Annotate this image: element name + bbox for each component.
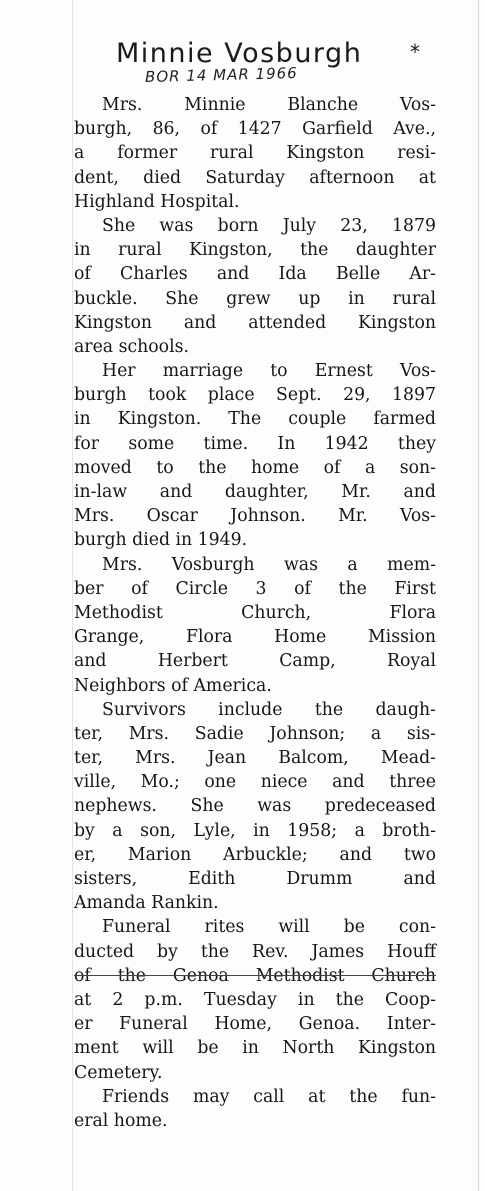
- article-line: ber of Circle 3 of the First: [74, 578, 436, 599]
- article-line: Friends may call at the fun-: [102, 1086, 436, 1107]
- article-line: Funeral rites will be con-: [102, 917, 436, 938]
- article-line: ducted by the Rev. James Houff: [74, 941, 436, 962]
- article-line: Grange, Flora Home Mission: [74, 627, 436, 648]
- article-line: of Charles and Ida Belle Ar-: [74, 264, 436, 285]
- article-line: She was born July 23, 1879: [102, 215, 436, 236]
- article-line: Neighbors of America.: [74, 675, 272, 696]
- article-line: Kingston and attended Kingston: [74, 312, 436, 333]
- article-line: Methodist Church, Flora: [74, 602, 436, 623]
- article-line: ville, Mo.; one niece and three: [74, 772, 436, 793]
- article-line: burgh died in 1949.: [74, 530, 248, 551]
- obituary-article: [74, 93, 436, 1133]
- article-line: Cemetery.: [74, 1062, 163, 1083]
- article-line: in-law and daughter, Mr. and: [74, 482, 436, 502]
- article-line: at 2 p.m. Tuesday in the Coop-: [74, 989, 436, 1010]
- article-line: Mrs. Minnie Blanche Vos-: [102, 95, 436, 115]
- clipping-right-edge: [478, 0, 479, 1191]
- article-line: Her marriage to Ernest Vos-: [102, 361, 436, 382]
- article-line: burgh, 86, of 1427 Garfield Ave.,: [74, 119, 436, 140]
- article-line: sisters, Edith Drumm and: [74, 869, 436, 889]
- article-line: nephews. She was predeceased: [74, 796, 436, 817]
- article-line: Mrs. Vosburgh was a mem-: [102, 554, 436, 575]
- article-line: burgh took place Sept. 29, 1897: [74, 385, 436, 406]
- clipping-left-edge: [72, 0, 73, 1191]
- article-line: area schools.: [74, 336, 189, 357]
- article-line: Amanda Rankin.: [74, 893, 219, 914]
- article-line: Mrs. Oscar Johnson. Mr. Vos-: [74, 506, 436, 527]
- article-line: ter, Mrs. Jean Balcom, Mead-: [74, 748, 436, 769]
- article-line: for some time. In 1942 they: [74, 433, 436, 454]
- article-line: Highland Hospital.: [74, 191, 240, 212]
- article-line: eral home.: [74, 1110, 168, 1131]
- article-line: a former rural Kingston resi-: [74, 143, 436, 164]
- article-line: of the Genoa Methodist Church: [74, 965, 436, 986]
- article-line: in Kingston. The couple farmed: [74, 409, 436, 430]
- article-line: moved to the home of a son-: [74, 457, 436, 478]
- article-line: and Herbert Camp, Royal: [74, 651, 436, 672]
- article-line: er Funeral Home, Genoa. Inter-: [74, 1014, 436, 1035]
- article-line: ment will be in North Kingston: [74, 1038, 436, 1059]
- article-line: in rural Kingston, the daughter: [74, 240, 436, 261]
- article-line: ter, Mrs. Sadie Johnson; a sis-: [74, 723, 436, 744]
- article-line: buckle. She grew up in rural: [74, 288, 436, 309]
- handwritten-source-date: BOR 14 MAR 1966: [144, 64, 298, 86]
- article-line: dent, died Saturday afternoon at: [74, 167, 436, 188]
- handwritten-asterisk: *: [410, 40, 420, 64]
- article-line: Survivors include the daugh-: [102, 699, 436, 720]
- article-line: by a son, Lyle, in 1958; a broth-: [74, 820, 436, 841]
- handwritten-name: Minnie Vosburgh: [116, 38, 363, 69]
- article-line: er, Marion Arbuckle; and two: [74, 844, 436, 865]
